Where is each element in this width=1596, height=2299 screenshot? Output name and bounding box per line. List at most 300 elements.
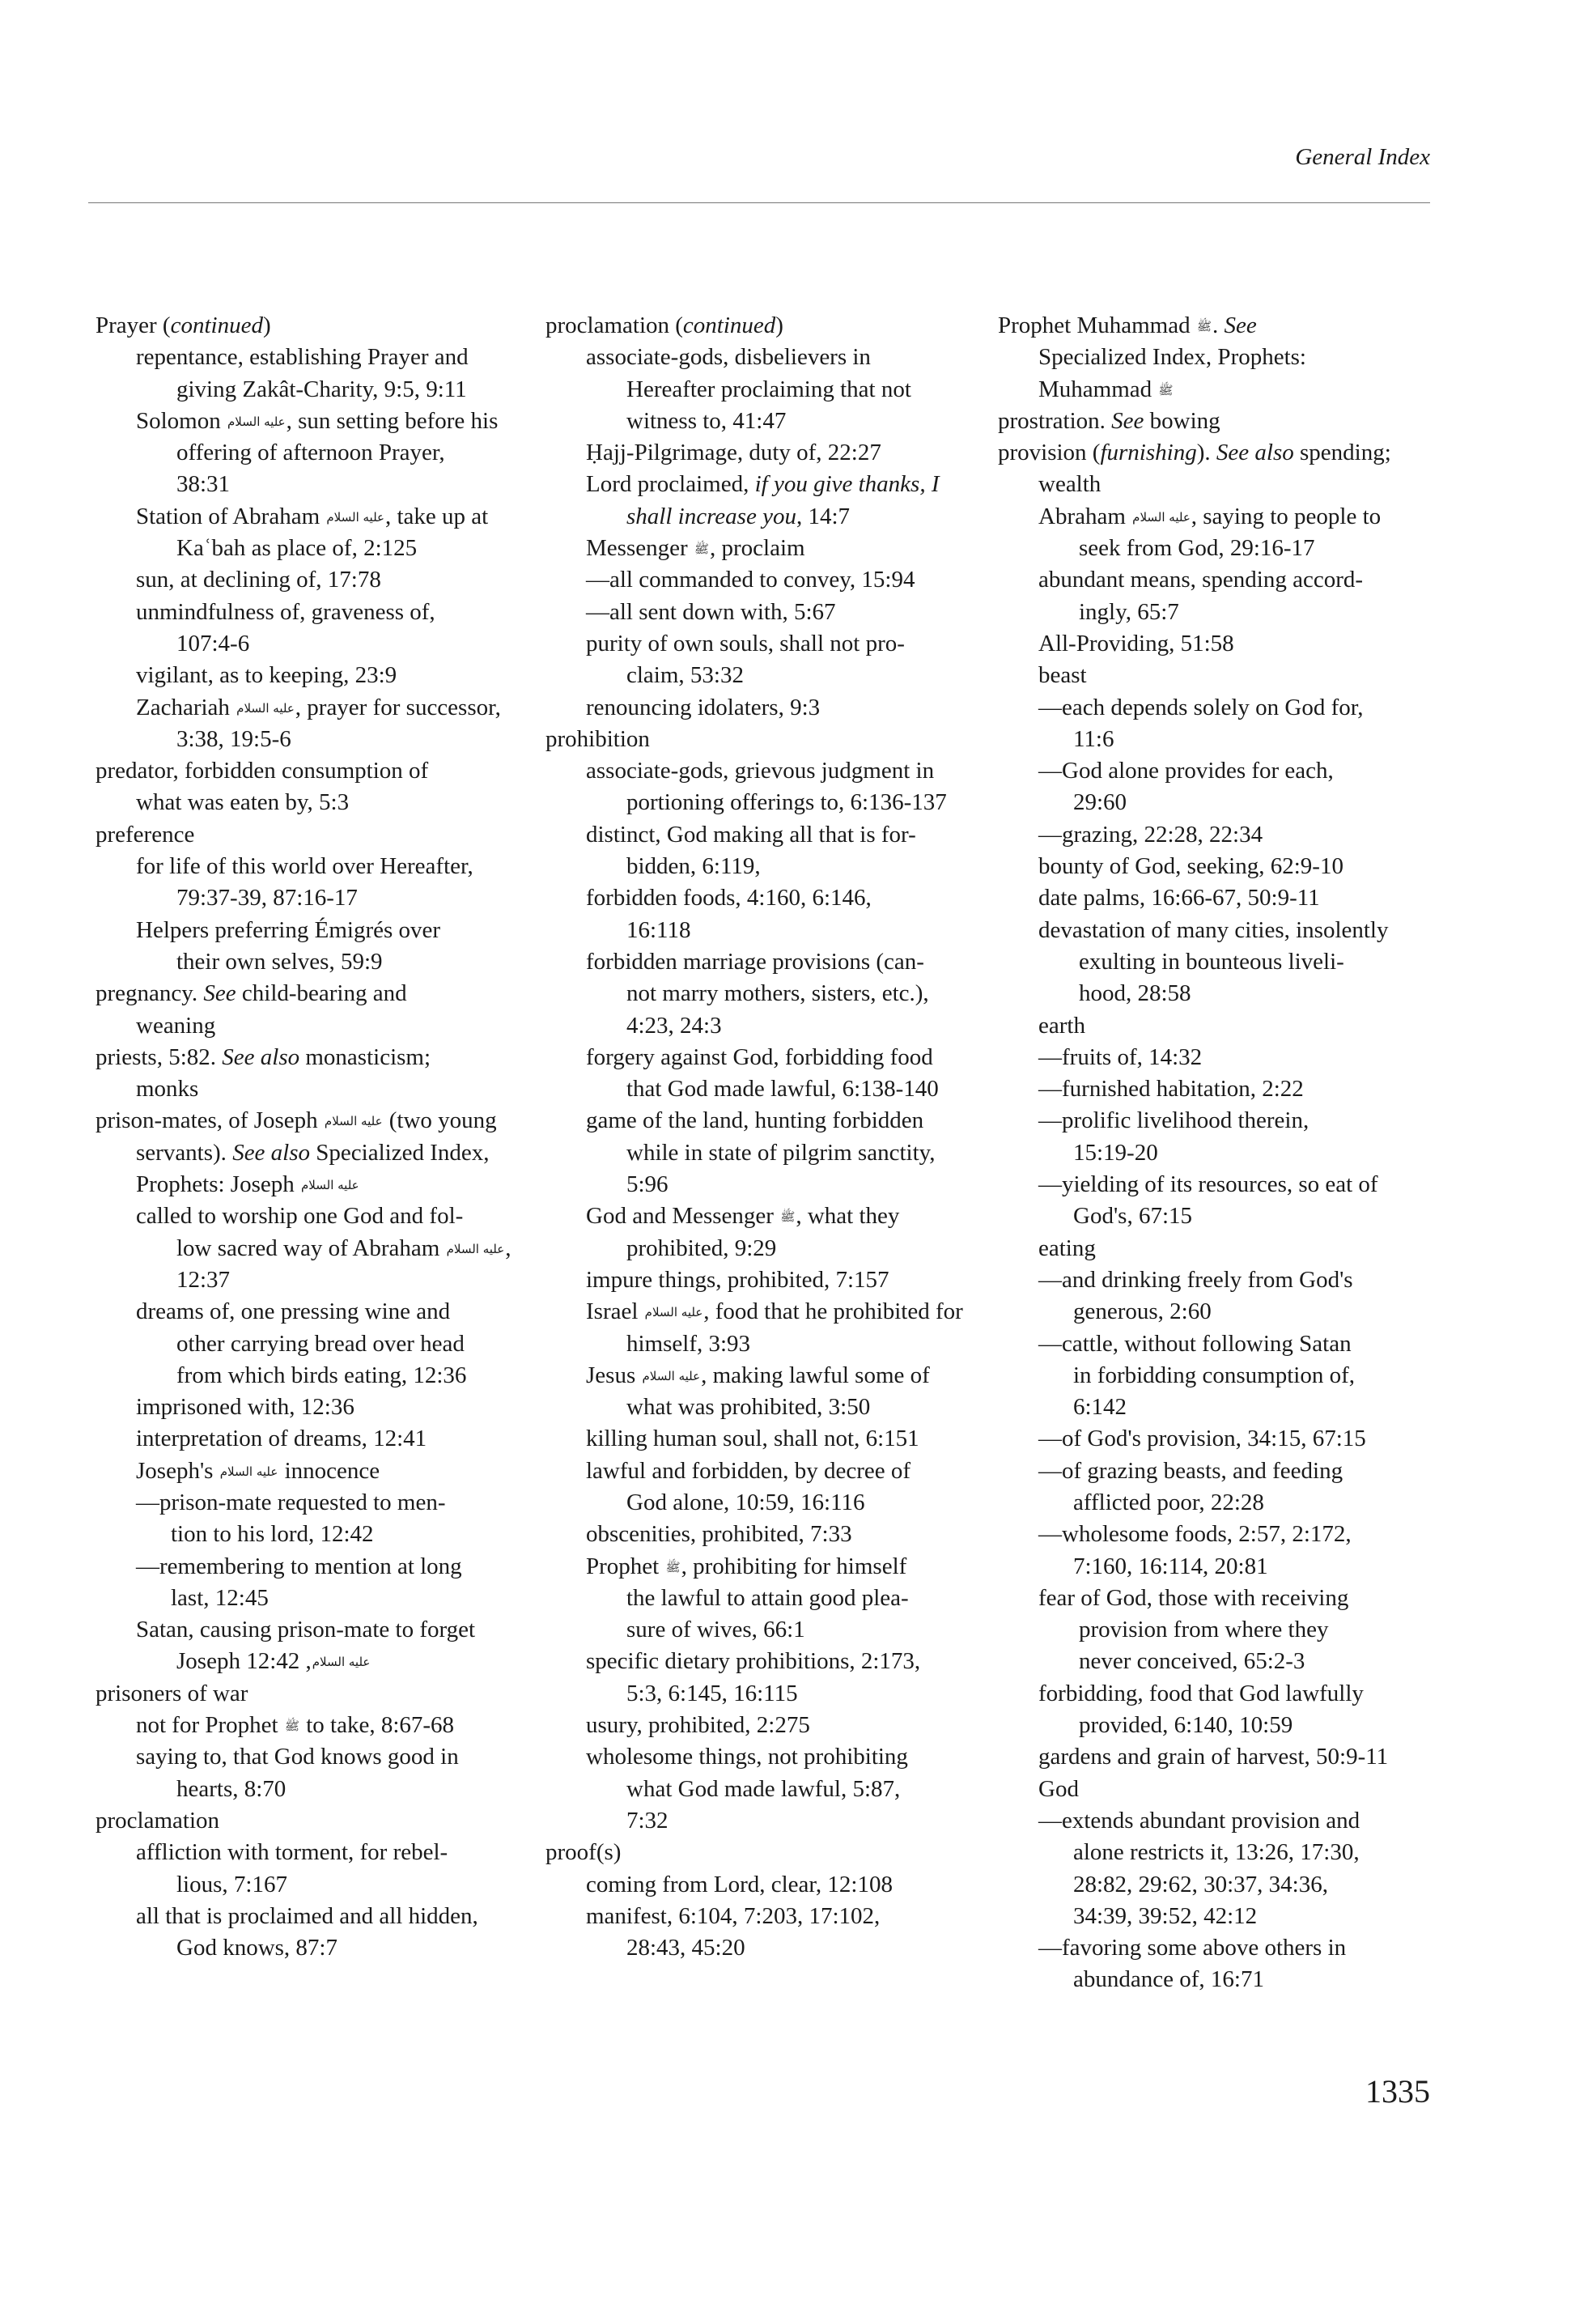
index-column-2 [545,310,983,1964]
index-subentry [998,1774,1435,1805]
entry-text: 12:37 [176,1266,231,1293]
entry-text: manifest, 6:104, 7:203, 17:102, [586,1902,881,1929]
entry-text: proclamation [96,1807,220,1834]
index-subentry [96,1932,533,1964]
entry-text: 5:3, 6:145, 16:115 [626,1680,798,1706]
entry-text: forbidden foods, 4:160, 6:146, [586,885,872,912]
entry-text: 7:32 [626,1807,669,1834]
index-subentry [998,851,1435,882]
index-subentry [96,1264,533,1296]
salawat-honorific-icon: ﷺ [1196,319,1212,334]
index-subentry [998,819,1435,851]
entry-text: wholesome things, not prohibiting [586,1744,908,1770]
index-entry [96,1678,533,1710]
entry-text: —grazing, 22:28, 22:34 [1038,821,1263,848]
entry-text-italic: if you give thanks, I [754,471,940,498]
entry-text: date palms, 16:66-67, 50:9-11 [1038,885,1320,912]
index-subentry [998,946,1435,978]
index-subentry [545,755,983,787]
entry-text: —all commanded to convey, 15:94 [586,567,915,593]
entry-text: dreams of, one pressing wine and [136,1298,451,1325]
entry-text: Specialized Index, Prophets: [1038,344,1306,371]
index-entry [96,1042,533,1073]
index-subentry [998,692,1435,724]
entry-text: offering of afternoon Prayer, [176,440,445,466]
entry-text: wealth [1038,471,1101,498]
entry-text: to take, 8:67-68 [299,1712,455,1739]
entry-text: bounty of God, seeking, 62:9-10 [1038,853,1343,880]
entry-text: impure things, prohibited, 7:157 [586,1266,889,1293]
entry-text: weaning [136,1012,216,1039]
index-subentry [545,1105,983,1137]
index-entry [96,1805,533,1837]
entry-text: vigilant, as to keeping, 23:9 [136,662,397,689]
index-subentry [545,1932,983,1964]
index-subentry [545,660,983,691]
index-subentry [545,1455,983,1487]
index-subentry [545,692,983,724]
entry-text: 79:37-39, 87:16-17 [176,885,358,912]
index-subentry [96,374,533,406]
entry-text: ) [262,312,271,338]
index-subentry [545,915,983,946]
entry-text: Prayer ( [96,312,171,338]
index-subentry [545,1042,983,1073]
index-subentry [96,1551,533,1583]
entry-text-italic: See [203,980,236,1007]
index-column-3 [998,310,1435,1996]
index-subentry [96,597,533,628]
entry-text: purity of own souls, shall not pro- [586,630,905,657]
entry-text: Messenger [586,535,694,562]
index-subentry [545,1774,983,1805]
entry-text: 34:39, 39:52, 42:12 [1073,1902,1258,1929]
index-subentry [998,1423,1435,1455]
entry-text: . [1212,312,1225,338]
entry-text: Jesus [586,1362,642,1388]
index-entry [96,819,533,851]
entry-text: sure of wives, 66:1 [626,1617,805,1643]
index-subentry [96,660,533,691]
entry-text: —yielding of its resources, so eat of [1038,1171,1378,1198]
entry-text: , 12:42 [246,1648,312,1675]
entry-text: obscenities, prohibited, 7:33 [586,1521,852,1548]
index-subentry [545,533,983,564]
entry-text: usury, prohibited, 2:275 [586,1712,810,1739]
index-subentry [96,1646,533,1677]
index-subentry [998,1710,1435,1741]
index-subentry [998,915,1435,946]
index-subentry [545,1551,983,1583]
index-subentry [998,1392,1435,1423]
index-subentry [96,1614,533,1646]
peace-honorific-icon: عليه السلام [642,1368,701,1383]
entry-text: —and drinking freely from God's [1038,1266,1353,1293]
index-subentry [998,1837,1435,1868]
entry-text-italic: continued [682,312,776,338]
index-subentry [998,1105,1435,1137]
salawat-honorific-icon: ﷺ [665,1559,681,1574]
index-subentry [998,1328,1435,1360]
entry-text-italic: See also [232,1139,311,1166]
entry-text: Satan, causing prison-mate to forget [136,1617,476,1643]
entry-text: for life of this world over Hereafter, [136,853,473,880]
index-subentry [545,597,983,628]
peace-honorific-icon: عليه السلام [326,509,384,525]
index-subentry [998,724,1435,755]
index-subentry [545,1296,983,1328]
entry-text-italic: See also [222,1043,300,1070]
index-subentry [998,1073,1435,1105]
index-entry [998,437,1435,469]
index-subentry [998,1551,1435,1583]
peace-honorific-icon: عليه السلام [301,1178,359,1193]
index-subentry [96,851,533,882]
peace-honorific-icon: عليه السلام [227,414,286,429]
entry-text: prostration. [998,407,1112,434]
index-subentry [545,501,983,533]
entry-text: coming from Lord, clear, 12:108 [586,1871,893,1897]
index-subentry [545,1583,983,1614]
index-subentry [545,1487,983,1519]
entry-text: proof(s) [545,1839,622,1866]
entry-text: associate-gods, disbelievers in [586,344,871,371]
entry-text: their own selves, 59:9 [176,948,383,975]
entry-text: forbidden marriage provisions (can- [586,948,924,975]
entry-text: hood, 28:58 [1079,980,1191,1007]
index-subentry [96,501,533,533]
index-subentry [545,851,983,882]
index-subentry [96,1487,533,1519]
index-subentry [96,1137,533,1169]
entry-text: (two young [383,1107,497,1134]
entry-text: pregnancy. [96,980,204,1007]
index-subentry [998,1964,1435,1995]
entry-text: the lawful to attain good plea- [626,1584,909,1611]
entry-text: hearts, 8:70 [176,1775,287,1802]
entry-text: , what they [796,1203,900,1230]
entry-text: Hereafter proclaiming that not [626,376,911,402]
entry-text: eating [1038,1234,1096,1261]
entry-text: earth [1038,1012,1085,1039]
entry-text: —cattle, without following Satan [1038,1330,1352,1357]
entry-text: called to worship one God and fol- [136,1203,464,1230]
entry-text: All-Providing, 51:58 [1038,630,1234,657]
entry-text: —wholesome foods, 2:57, 2:172, [1038,1521,1352,1548]
entry-text: —prolific livelihood therein, [1038,1107,1309,1134]
index-entry [96,755,533,787]
entry-text: Prophet Muhammad [998,312,1196,338]
entry-text: 28:43, 45:20 [626,1935,745,1961]
index-subentry [545,882,983,914]
entry-text: killing human soul, shall not, 6:151 [586,1426,919,1452]
entry-text: alone restricts it, 13:26, 17:30, [1073,1839,1360,1866]
entry-text: Station of Abraham [136,503,326,529]
entry-text: —fruits of, 14:32 [1038,1043,1203,1070]
index-subentry [545,1741,983,1773]
entry-text: Abraham [1038,503,1132,529]
entry-text: Joseph's [136,1457,219,1484]
index-subentry [96,1328,533,1360]
index-subentry [545,469,983,500]
entry-text-italic: See [1224,312,1257,338]
peace-honorific-icon: عليه السلام [324,1114,383,1129]
index-subentry [998,1455,1435,1487]
entry-text: God and Messenger [586,1203,780,1230]
index-column-1 [96,310,533,1964]
index-subentry [545,564,983,596]
entry-text: 28:82, 29:62, 30:37, 34:36, [1073,1871,1328,1897]
entry-text: 16:118 [626,916,691,943]
index-subentry [998,1360,1435,1392]
entry-text: priests, 5:82. [96,1043,223,1070]
index-subentry [998,597,1435,628]
entry-text: spending; [1293,440,1391,466]
entry-text: , prohibiting for himself [681,1553,907,1579]
index-subentry [545,1869,983,1901]
index-subentry [545,1392,983,1423]
entry-text: other carrying bread over head [176,1330,465,1357]
index-subentry [545,1073,983,1105]
index-subentry [998,1042,1435,1073]
entry-text: , prayer for successor, [295,694,501,720]
index-entry [96,978,533,1009]
peace-honorific-icon: عليه السلام [236,700,295,716]
page-number: 1335 [1365,2073,1430,2110]
index-subentry [998,755,1435,787]
entry-text: not marry mothers, sisters, etc.), [626,980,929,1007]
entry-text: , take up at [385,503,489,529]
index-subentry [96,628,533,660]
index-subentry [96,1073,533,1105]
index-subentry [998,1233,1435,1264]
entry-text: low sacred way of Abraham [176,1234,446,1261]
index-subentry [96,437,533,469]
entry-text: renouncing idolaters, 9:3 [586,694,821,720]
index-subentry [545,787,983,818]
entry-text: 29:60 [1073,789,1127,816]
entry-text: —extends abundant provision and [1038,1807,1360,1834]
index-subentry [96,1200,533,1232]
entry-text: —prison-mate requested to men- [136,1489,446,1515]
entry-text: innocence [278,1457,380,1484]
index-subentry [998,1010,1435,1042]
entry-text: forbidding, food that God lawfully [1038,1680,1364,1706]
entry-text: afflicted poor, 22:28 [1073,1489,1264,1515]
entry-text: devastation of many cities, insolently [1038,916,1389,943]
index-subentry [96,724,533,755]
index-subentry [998,469,1435,500]
entry-text: , [505,1234,511,1261]
index-subentry [545,342,983,373]
entry-text: prison-mates, of Joseph [96,1107,324,1134]
entry-text: Lord proclaimed, [586,471,755,498]
entry-text: last, 12:45 [171,1584,269,1611]
index-subentry [545,1710,983,1741]
salawat-honorific-icon: ﷺ [284,1719,299,1734]
peace-honorific-icon: عليه السلام [644,1305,703,1320]
entry-text-italic: See also [1216,440,1294,466]
index-subentry [96,1169,533,1200]
index-subentry [96,1901,533,1932]
peace-honorific-icon: عليه السلام [312,1655,371,1670]
entry-text: sun, at declining of, 17:78 [136,567,381,593]
entry-text: never conceived, 65:2-3 [1079,1648,1305,1675]
index-subentry [96,406,533,437]
entry-text: God alone, 10:59, 16:116 [626,1489,865,1515]
entry-text: unmindfulness of, graveness of, [136,598,435,625]
index-subentry [96,1869,533,1901]
entry-text: Helpers preferring Émigrés over [136,916,441,943]
entry-text: forgery against God, forbidding food [586,1043,933,1070]
entry-text: distinct, God making all that is for- [586,821,916,848]
entry-text: 11:6 [1073,725,1114,752]
entry-text: 3:38, 19:5-6 [176,725,291,752]
entry-text: game of the land, hunting forbidden [586,1107,924,1134]
entry-text: Kaʿbah as place of, 2:125 [176,535,418,562]
entry-text: monks [136,1076,199,1103]
peace-honorific-icon: عليه السلام [219,1464,278,1479]
entry-text: —of grazing beasts, and feeding [1038,1457,1343,1484]
peace-honorific-icon: عليه السلام [1132,509,1191,525]
index-subentry [545,1646,983,1677]
entry-text: bidden, 6:119, [626,853,761,880]
index-subentry [998,1614,1435,1646]
entry-text: ). [1196,440,1216,466]
index-subentry [545,374,983,406]
entry-text: child-bearing and [236,980,407,1007]
entry-text: provided, 6:140, 10:59 [1079,1712,1293,1739]
index-subentry [545,1901,983,1932]
index-subentry [545,978,983,1009]
index-subentry [96,1423,533,1455]
index-subentry [96,882,533,914]
index-subentry [545,819,983,851]
entry-text: prohibition [545,725,650,752]
entry-text: all that is proclaimed and all hidden, [136,1902,478,1929]
entry-text-italic: shall increase you [626,503,796,529]
entry-text: proclamation ( [545,312,683,338]
index-subentry [998,628,1435,660]
index-subentry [998,501,1435,533]
index-subentry [998,1296,1435,1328]
index-subentry [998,1678,1435,1710]
entry-text: —of God's provision, 34:15, 67:15 [1038,1426,1366,1452]
index-subentry [998,1169,1435,1200]
entry-text: beast [1038,662,1087,689]
index-subentry [545,628,983,660]
entry-text: Specialized Index, [310,1139,490,1166]
index-subentry [998,1137,1435,1169]
index-subentry [545,437,983,469]
entry-text: what God made lawful, 5:87, [626,1775,901,1802]
entry-text: 7:160, 16:114, 20:81 [1073,1553,1268,1579]
entry-text: specific dietary prohibitions, 2:173, [586,1648,921,1675]
entry-text: Joseph [176,1648,247,1675]
index-subentry [998,533,1435,564]
entry-text: 5:96 [626,1171,669,1198]
entry-text: 15:19-20 [1073,1139,1158,1166]
entry-text: bowing [1144,407,1220,434]
index-subentry [96,946,533,978]
entry-text: God [1038,1775,1079,1802]
entry-text: —all sent down with, 5:67 [586,598,836,625]
entry-text: monasticism; [299,1043,431,1070]
entry-text: , sun setting before his [286,407,499,434]
index-subentry [545,1010,983,1042]
entry-text: 4:23, 24:3 [626,1012,722,1039]
entry-text: servants). [136,1139,233,1166]
entry-text: abundant means, spending accord- [1038,567,1364,593]
index-subentry [998,660,1435,691]
entry-text: associate-gods, grievous judgment in [586,758,935,784]
index-entry [96,1105,533,1137]
entry-text: repentance, establishing Prayer and [136,344,469,371]
index-entry [96,310,533,342]
entry-text-italic: continued [170,312,263,338]
entry-text: Ḥajj-Pilgrimage, duty of, 22:27 [586,440,881,466]
index-subentry [96,1519,533,1550]
index-subentry [96,533,533,564]
index-subentry [998,1805,1435,1837]
entry-text: what was prohibited, 3:50 [626,1394,871,1421]
index-subentry [998,1646,1435,1677]
peace-honorific-icon: عليه السلام [446,1241,505,1256]
entry-text: preference [96,821,195,848]
entry-text: imprisoned with, 12:36 [136,1394,354,1421]
index-subentry [998,1200,1435,1232]
entry-text: in forbidding consumption of, [1073,1362,1355,1388]
entry-text: saying to, that God knows good in [136,1744,459,1770]
entry-text: ingly, 65:7 [1079,598,1179,625]
index-subentry [998,1901,1435,1932]
entry-text: portioning offerings to, 6:136-137 [626,789,947,816]
entry-text: himself, 3:93 [626,1330,751,1357]
index-subentry [545,1423,983,1455]
entry-text: what was eaten by, 5:3 [136,789,350,816]
entry-text: —favoring some above others in [1038,1935,1347,1961]
index-subentry [96,1010,533,1042]
index-subentry [545,1328,983,1360]
entry-text: Zachariah [136,694,236,720]
index-subentry [96,1233,533,1264]
index-subentry [96,564,533,596]
entry-text: abundance of, 16:71 [1073,1966,1264,1993]
salawat-honorific-icon: ﷺ [1158,382,1174,397]
entry-text: fear of God, those with receiving [1038,1584,1349,1611]
index-entry [545,1837,983,1868]
index-subentry [998,787,1435,818]
index-subentry [545,946,983,978]
entry-text: Solomon [136,407,227,434]
index-subentry [545,1169,983,1200]
entry-text: giving Zakât-Charity, 9:5, 9:11 [176,376,467,402]
entry-text: from which birds eating, 12:36 [176,1362,467,1388]
salawat-honorific-icon: ﷺ [694,542,710,557]
index-subentry [545,1614,983,1646]
entry-text: lawful and forbidden, by decree of [586,1457,911,1484]
entry-text: , food that he prohibited for [703,1298,963,1325]
index-subentry [545,1519,983,1550]
entry-text: God's, 67:15 [1073,1203,1193,1230]
entry-text: that God made lawful, 6:138-140 [626,1076,939,1103]
entry-text: gardens and grain of harvest, 50:9-11 [1038,1744,1389,1770]
header-rule [88,202,1430,203]
index-subentry [545,1264,983,1296]
index-subentry [96,1774,533,1805]
index-subentry [545,1360,983,1392]
index-entry [998,406,1435,437]
